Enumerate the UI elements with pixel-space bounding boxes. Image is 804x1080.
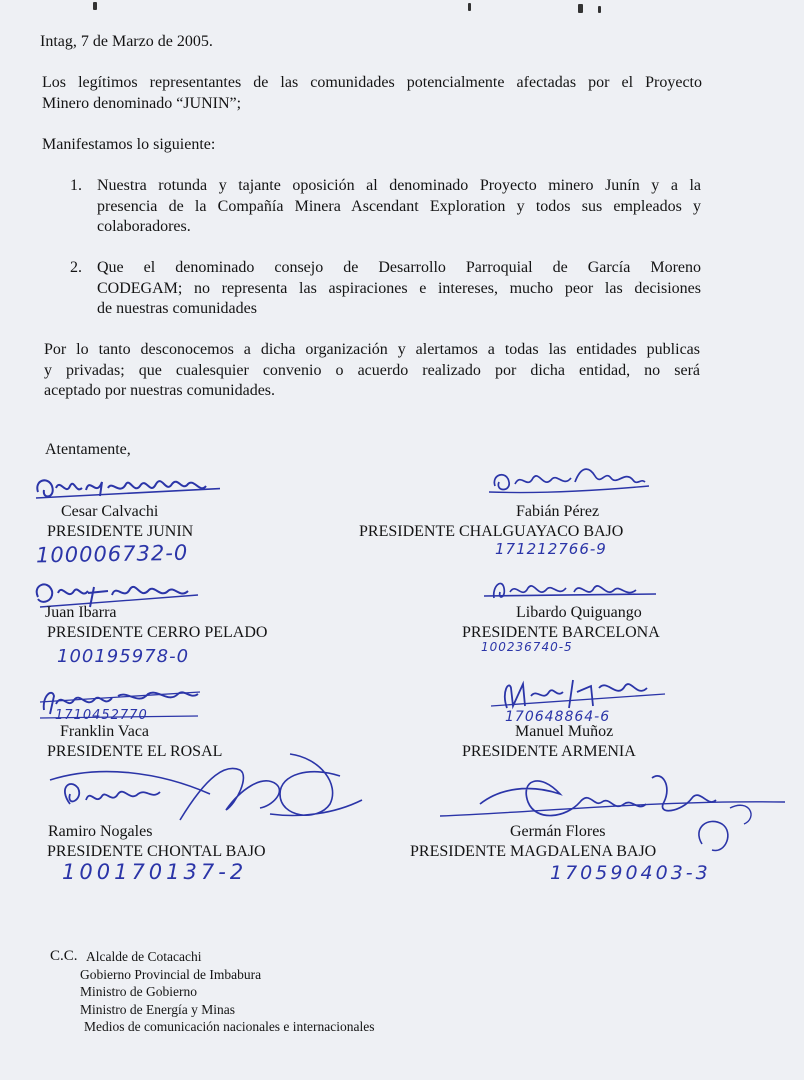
signatory-id: 170590403-3 xyxy=(550,862,711,884)
signatory-id: 100170137-2 xyxy=(62,860,248,884)
scan-speck xyxy=(468,3,471,11)
signatory-id: 171212766-9 xyxy=(495,540,607,558)
intro-line: Los legítimos representantes de las comunidades potencialmente afectadas por el Proyecto xyxy=(42,74,702,91)
signatory-name: Manuel Muñoz xyxy=(515,723,614,740)
list-item-line: presencia de la Compañía Minera Ascendant Exploration y todos sus empleados y xyxy=(97,197,701,215)
signatory-name: Franklin Vaca xyxy=(60,723,150,740)
conclusion-line: aceptado por nuestras comunidades. xyxy=(44,382,276,399)
scan-speck xyxy=(578,4,583,13)
cc-recipient: Alcalde de Cotacachi xyxy=(86,949,202,964)
list-item-line: Nuestra rotunda y tajante oposición al denominado Proyecto minero Junín y a la xyxy=(97,177,701,194)
conclusion-line: y privadas; que cualesquier convenio o acuerdo realizado por dicha entidad, no será xyxy=(44,361,700,379)
signatory-title: PRESIDENTE JUNIN xyxy=(47,523,194,540)
list-item-text xyxy=(97,176,701,238)
list-item-line: de nuestras comunidades xyxy=(97,300,257,317)
signatory-name: Ramiro Nogales xyxy=(48,823,153,840)
letter-date: Intag, 7 de Marzo de 2005. xyxy=(40,33,213,50)
signatory-name: Juan Ibarra xyxy=(45,604,117,621)
list-item-line: Que el denominado consejo de Desarrollo Parroquial de García Moreno xyxy=(97,259,701,276)
cc-recipient: Gobierno Provincial de Imbabura xyxy=(80,966,262,982)
signatory-name: Fabián Pérez xyxy=(516,503,600,520)
signatory-id: 1710452770 xyxy=(55,708,148,723)
signatory-name: Germán Flores xyxy=(510,823,606,840)
signatory-title: PRESIDENTE CHALGUAYACO BAJO xyxy=(359,523,624,540)
intro-paragraph xyxy=(42,73,702,114)
cc-recipients xyxy=(80,948,375,1036)
scan-speck xyxy=(598,6,601,13)
signatory-name: Cesar Calvachi xyxy=(61,503,159,520)
signature-perez xyxy=(485,460,650,502)
signatory-title: PRESIDENTE CERRO PELADO xyxy=(47,624,268,641)
signatory-id: 100006732-0 xyxy=(35,540,189,568)
cc-label: C.C. xyxy=(50,948,78,964)
manifest-line: Manifestamos lo siguiente: xyxy=(42,136,216,153)
scan-speck xyxy=(93,2,97,10)
signatory-title: PRESIDENTE ARMENIA xyxy=(462,743,636,760)
closing-line: Atentamente, xyxy=(45,441,131,458)
signatory-title: PRESIDENTE MAGDALENA BAJO xyxy=(410,843,657,860)
conclusion-line: Por lo tanto desconocemos a dicha organización y alertamos a todas las entidades publicas xyxy=(44,341,700,358)
signatory-id: 170648864-6 xyxy=(505,709,611,725)
signatory-title: PRESIDENTE CHONTAL BAJO xyxy=(47,843,266,860)
signatory-title: PRESIDENTE BARCELONA xyxy=(462,624,660,641)
signatory-id: 100236740-5 xyxy=(481,640,573,654)
signatory-name: Libardo Quiguango xyxy=(516,604,642,621)
intro-line: Minero denominado “JUNIN”; xyxy=(42,94,242,112)
signatory-title: PRESIDENTE EL ROSAL xyxy=(47,743,223,760)
cc-recipient: Ministro de Energía y Minas xyxy=(80,1001,235,1017)
list-item-number: 1. xyxy=(70,177,82,194)
cc-recipient: Medios de comunicación nacionales e internacionales xyxy=(84,1019,375,1035)
list-item-line: CODEGAM; no representa las aspiraciones e intereses, mucho peor las decisiones xyxy=(97,279,701,297)
cc-recipient: Ministro de Gobierno xyxy=(80,984,197,1000)
list-item-text xyxy=(97,258,701,320)
conclusion-paragraph xyxy=(44,340,700,402)
list-item-line: colaboradores. xyxy=(97,218,191,235)
list-item-number: 2. xyxy=(70,259,82,276)
signatory-id: 100195978-0 xyxy=(57,646,190,667)
